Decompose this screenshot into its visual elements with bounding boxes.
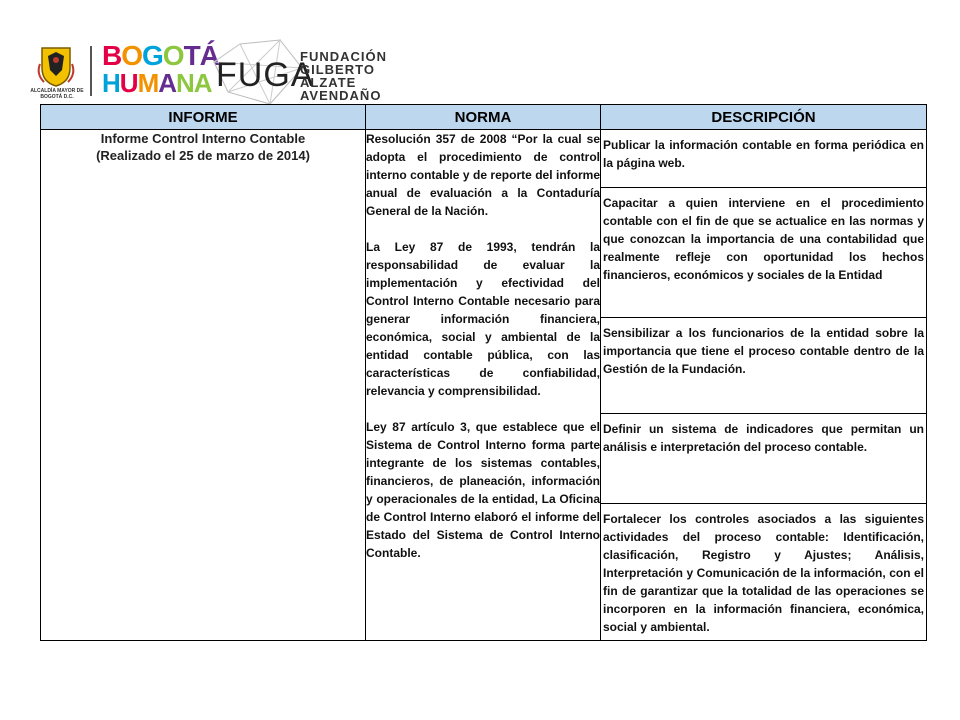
bogota-coat-of-arms-icon bbox=[34, 44, 78, 88]
header-descripcion: DESCRIPCIÓN bbox=[601, 105, 927, 130]
fundacion-name: FUNDACIÓN GILBERTO ALZATE AVENDAÑO bbox=[300, 49, 387, 103]
bogota-logo: BOGOTÁ bbox=[102, 40, 219, 71]
table-row bbox=[41, 130, 927, 641]
humana-logo: HUMANA bbox=[102, 68, 212, 98]
informe-cell bbox=[41, 130, 366, 641]
header-logos bbox=[30, 38, 430, 108]
norma-cell bbox=[366, 130, 601, 641]
alcaldia-caption: ALCALDÍA MAYOR DE BOGOTÁ D.C. bbox=[30, 88, 84, 100]
descripcion-item: Fortalecer los controles asociados a las siguientes actividades del proceso contable: Identificación, clasificación, Registro y Ajustes; Análisis, Interpretación y Comunicación de la información, con el fin de garantizar que la totalidad de las operaciones se incorporen en la información financiera, económica, social y ambiental. bbox=[603, 512, 924, 634]
report-table bbox=[40, 104, 927, 641]
informe-title: Informe Control Interno Contable bbox=[100, 131, 306, 146]
logo-separator bbox=[90, 46, 92, 96]
header-informe: INFORME bbox=[41, 105, 366, 130]
table-header-row bbox=[41, 105, 927, 130]
descripcion-item: Publicar la información contable en forma periódica en la página web. bbox=[601, 130, 926, 188]
informe-date: (Realizado el 25 de marzo de 2014) bbox=[96, 148, 310, 163]
descripcion-cell bbox=[601, 130, 927, 641]
fuga-wordmark: FUGA bbox=[216, 56, 315, 94]
descripcion-item: Definir un sistema de indicadores que permitan un análisis e interpretación del proceso contable. bbox=[601, 414, 926, 504]
descripcion-item: Sensibilizar a los funcionarios de la entidad sobre la importancia que tiene el proceso contable dentro de la Gestión de la Fundación. bbox=[601, 318, 926, 414]
norma-paragraph: Ley 87 artículo 3, que establece que el Sistema de Control Interno forma parte integrante de los sistemas contables, financieros, de planeación, información y operacionales de la entidad, La Oficina de Control Interno elaboró el informe del Estado del Sistema de Control Interno Contable. bbox=[366, 420, 600, 560]
header-norma: NORMA bbox=[366, 105, 601, 130]
norma-paragraph: La Ley 87 de 1993, tendrán la responsabilidad de evaluar la implementación y efectividad del Control Interno Contable necesario para generar información financiera, económica, social y ambiental de la entidad contable pública, con las características de confiabilidad, relevancia y comprensibilidad. bbox=[366, 240, 600, 398]
descripcion-item: Capacitar a quien interviene en el procedimiento contable con el fin de que se actualice en las normas y que conozcan la importancia de una contabilidad que realmente refleje con oportunidad los hechos financieros, económicos y sociales de la Entidad bbox=[601, 188, 926, 318]
norma-paragraph: Resolución 357 de 2008 “Por la cual se adopta el procedimiento de control interno contable y de reporte del informe anual de evaluación a la Contaduría General de la Nación. bbox=[366, 132, 600, 218]
